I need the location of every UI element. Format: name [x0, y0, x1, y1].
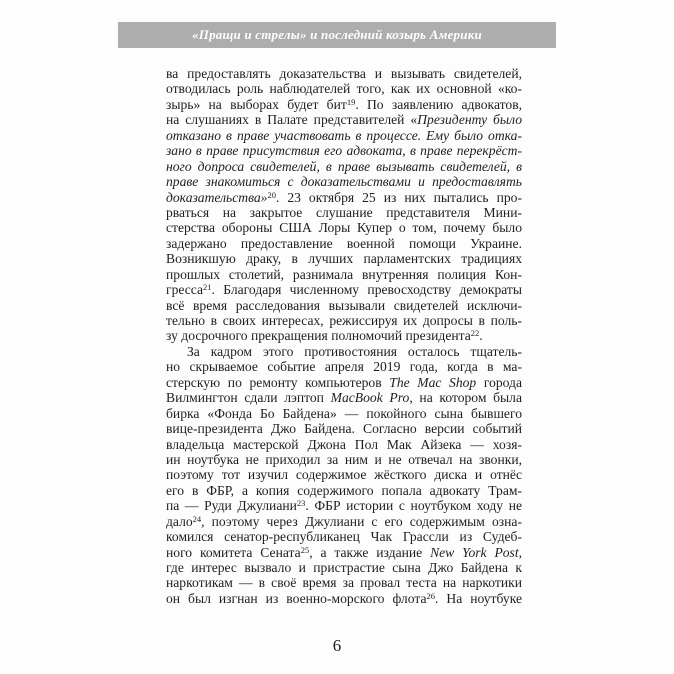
- chapter-header-title: «Пращи и стрелы» и последний козырь Америки: [192, 27, 482, 42]
- text-line: [166, 359, 522, 374]
- text-line: [166, 421, 522, 436]
- text-run: ного комитета Сената: [166, 544, 301, 560]
- text-line: [166, 406, 522, 421]
- text-run: Вилмингтон сдали лэптоп: [166, 390, 331, 406]
- text-line: [166, 236, 522, 251]
- chapter-header-banner: [118, 22, 556, 48]
- text-line: [166, 190, 522, 205]
- text-line: [166, 483, 522, 498]
- text-line: [166, 159, 522, 174]
- footnote-reference: 23: [296, 498, 306, 509]
- body-text: [166, 66, 522, 606]
- text-run: владельца мастерской Джона Пол Мак Айзека — хозя-: [166, 436, 522, 452]
- text-run: , поэтому через Джулиани с его содержимым озна-: [201, 513, 522, 529]
- footnote-reference: 26: [426, 590, 435, 601]
- text-line: [166, 545, 522, 560]
- text-line: [166, 467, 522, 482]
- text-line: [166, 143, 522, 158]
- text-run: , а также издание: [309, 544, 431, 560]
- text-line: [166, 81, 522, 96]
- text-run: тельно в своих интересах, режиссируя их допросы в поль-: [166, 313, 522, 328]
- text-line: [166, 128, 522, 143]
- footnote-reference: 21: [203, 282, 212, 293]
- text-run: комился сенатор-республиканец Чак Грассли из Судеб-: [166, 529, 522, 545]
- text-line: [166, 205, 522, 220]
- text-run: . 23 октября 25 из них пытались про-: [275, 189, 522, 205]
- text-run: бирка «Фонда Бо Байдена» — покойного сына бывшего: [166, 405, 522, 421]
- text-line: [166, 344, 522, 359]
- text-line: [166, 251, 522, 266]
- text-run: . На ноутбуке: [434, 590, 522, 606]
- text-line: [166, 220, 522, 235]
- text-run: отказано в праве участвовать в процессе. Ему было отка-: [166, 127, 522, 143]
- text-run: всё время расследования вызывали свидетелей исключи-: [166, 297, 522, 313]
- text-run: города: [476, 374, 522, 390]
- text-line: [166, 390, 522, 405]
- text-run: стерскую по ремонту компьютеров: [166, 374, 390, 390]
- text-run: ного допроса свидетелей, в праве вызывать свидетелей, в: [166, 158, 522, 174]
- text-run: The Mac Shop: [389, 374, 477, 390]
- footnote-reference: 24: [192, 513, 202, 524]
- text-run: ин ноутбука не приходил за ним и не отвечал на звонки,: [166, 451, 522, 467]
- text-line: [166, 298, 522, 313]
- text-run: стерства обороны США Лоры Купер о том, почему было: [166, 220, 522, 236]
- text-run: рваться на закрытое слушание представителя Мини-: [166, 204, 522, 220]
- text-run: За кадром этого противостояния осталось тщатель-: [187, 343, 522, 359]
- text-line: [166, 112, 522, 127]
- text-run: ва предоставлять доказательства и вызывать свидетелей,: [166, 66, 522, 81]
- text-line: [166, 66, 522, 81]
- footnote-reference: 19: [346, 96, 356, 107]
- text-run: доказательства»: [166, 189, 268, 205]
- text-run: где интерес вызвало и пристрастие сына Джо Байдена к: [166, 560, 522, 575]
- footnote-reference: 20: [267, 189, 276, 200]
- text-line: [166, 375, 522, 390]
- text-run: но скрываемое событие апреля 2019 года, когда в ма-: [166, 359, 522, 375]
- text-line: [166, 514, 522, 529]
- text-run: праве знакомиться с доказательствами и предоставлять: [166, 174, 522, 190]
- text-run: Возникшую драку, в лучших парламентских традициях: [166, 251, 522, 267]
- text-run: на слушаниях в Палате представителей «: [166, 112, 418, 128]
- text-line: [166, 267, 522, 282]
- text-run: задержано предоставление военной помощи Украине.: [166, 235, 522, 251]
- text-line: [166, 575, 522, 590]
- text-run: вице-президента Джо Байдена. Согласно версии событий: [166, 421, 522, 437]
- text-run: отводилась роль наблюдателей того, как их основной «ко-: [166, 81, 522, 97]
- text-line: [166, 452, 522, 467]
- text-run: Президенту было: [417, 112, 522, 128]
- text-run: гресса: [166, 282, 204, 298]
- text-run: New York Post,: [430, 544, 522, 560]
- text-run: MacBook Pro: [330, 390, 410, 406]
- text-line: [166, 437, 522, 452]
- text-run: его в ФБР, а копия содержимого попала адвокату Трам-: [166, 482, 522, 498]
- page-number: 6: [332, 636, 342, 655]
- text-line: [166, 529, 522, 544]
- text-run: , на котором была: [409, 390, 522, 406]
- text-line: [166, 313, 522, 328]
- text-run: . ФБР истории с ноутбуком ходу не: [305, 498, 522, 514]
- text-line: [166, 328, 522, 343]
- text-run: . Благодаря численному превосходству демократы: [211, 282, 522, 298]
- text-run: зырь» на выборах будет бит: [166, 96, 347, 112]
- text-run: . По заявлению адвокатов,: [355, 96, 522, 112]
- text-run: дало: [166, 513, 193, 529]
- text-line: [166, 560, 522, 575]
- text-run: па — Руди Джулиани: [166, 498, 297, 514]
- text-line: [166, 174, 522, 189]
- text-line: [166, 282, 522, 297]
- text-run: он был изгнан из военно-морского флота: [166, 590, 427, 606]
- footnote-reference: 25: [300, 544, 310, 555]
- text-run: наркотикам — в своё время за провал теста на наркотики: [166, 575, 522, 591]
- text-run: зу досрочного прекращения полномочий президента: [166, 328, 471, 344]
- text-run: .: [479, 328, 483, 344]
- text-line: [166, 498, 522, 513]
- text-line: [166, 97, 522, 112]
- text-run: зано в праве присутствия его адвоката, в праве перекрёст-: [166, 143, 522, 159]
- text-run: поэтому тот изучил содержимое жёсткого диска и отнёс: [166, 467, 522, 483]
- footnote-reference: 22: [470, 328, 480, 339]
- text-run: прошлых столетий, разнимала внутренняя полиция Кон-: [166, 266, 522, 282]
- text-line: [166, 591, 522, 606]
